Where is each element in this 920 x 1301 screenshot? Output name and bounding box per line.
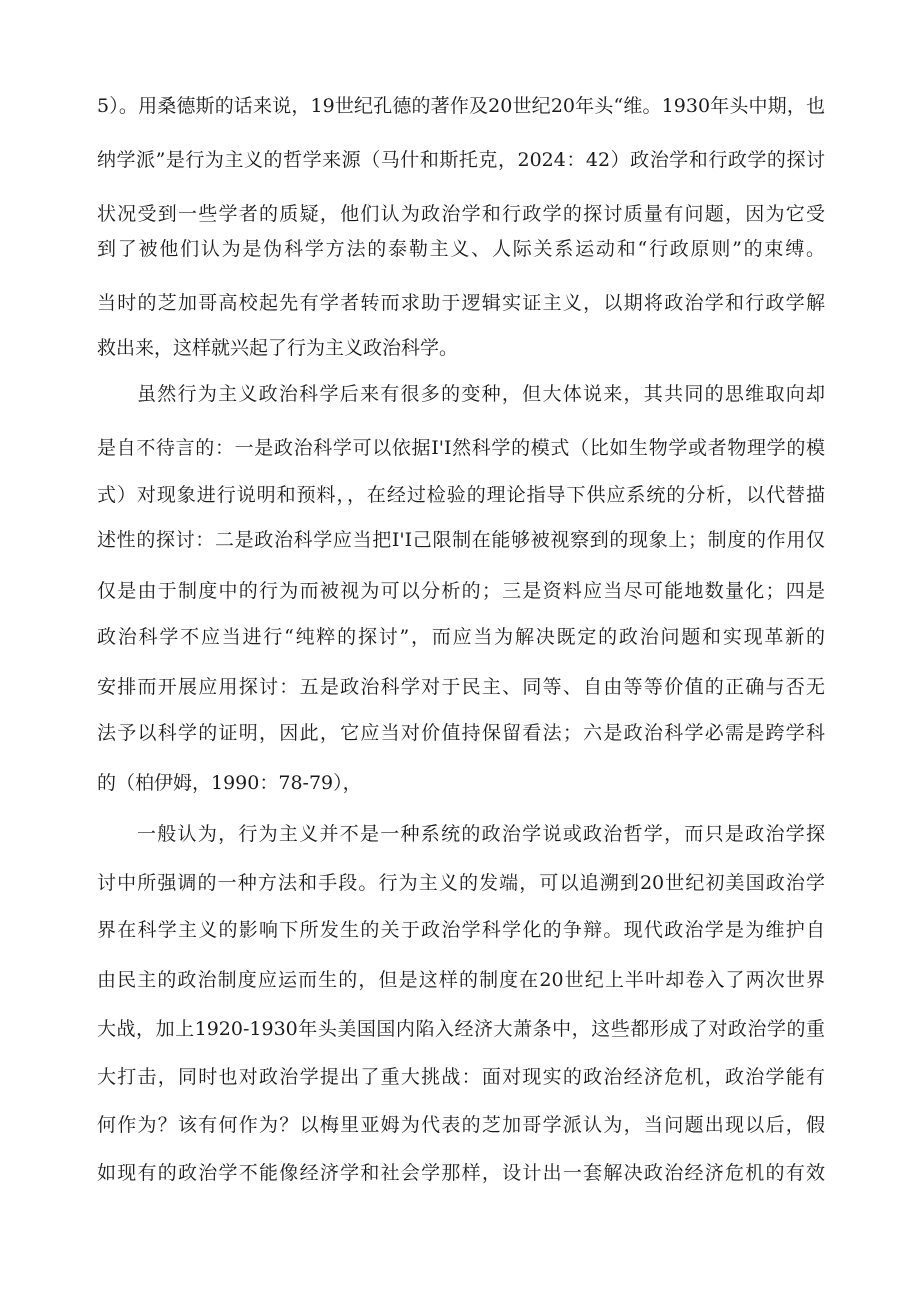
paragraph-3-line-7: 何作为？该有何作为？以梅里亚姆为代表的芝加哥学派认为，当问题出现以后，假 [97, 1114, 825, 1136]
paragraph-2-line-3: 式）对现象进行说明和预料，，在经过检验的理论指导下供应系统的分析，以代替描 [97, 484, 825, 506]
paragraph-2-line-9: 的（柏伊姆，1990：78-79）， [97, 772, 362, 794]
paragraph-3-line-8: 如现有的政治学不能像经济学和社会学那样，设计出一套解决政治经济危机的有效 [97, 1162, 825, 1184]
paragraph-1-line-5: 当时的芝加哥高校起先有学者转而求助于逻辑实证主义，以期将政治学和行政学解 [97, 292, 825, 314]
paragraph-1-line-2: 纳学派”是行为主义的哲学来源（马什和斯托克，2024：42）政治学和行政学的探讨 [97, 149, 825, 171]
paragraph-3-line-3: 界在科学主义的影响下所发生的关于政治学科学化的争辩。现代政治学是为维护自 [97, 919, 825, 941]
paragraph-1-line-6: 救出来，这样就兴起了行为主义政治科学。 [97, 337, 459, 359]
paragraph-3-line-2: 讨中所强调的一种方法和手段。行为主义的发端，可以追溯到20世纪初美国政治学 [97, 872, 825, 894]
paragraph-3-line-5: 大战，加上1920-1930年头美国国内陷入经济大萧条中，这些都形成了对政治学的重 [97, 1018, 825, 1040]
paragraph-1-line-1: 5）。用桑德斯的话来说，19世纪孔德的著作及20世纪20年头“维。1930年头中期，也 [97, 95, 825, 117]
paragraph-1-line-3: 状况受到一些学者的质疑，他们认为政治学和行政学的探讨质量有问题，因为它受 [97, 203, 825, 225]
paragraph-2-line-4: 述性的探讨：二是政治科学应当把I'I己限制在能够被视察到的现象上；制度的作用仅 [97, 529, 825, 551]
paragraph-2-line-6: 政治科学不应当进行“纯粹的探讨”，而应当为解决既定的政治问题和实现革新的 [97, 626, 825, 648]
paragraph-2-line-8: 法予以科学的证明，因此，它应当对价值持保留看法；六是政治科学必需是跨学科 [97, 722, 825, 744]
paragraph-3-line-1: 一般认为，行为主义并不是一种系统的政治学说或政治哲学，而只是政治学探 [137, 823, 825, 845]
paragraph-1-line-4: 到了被他们认为是伪科学方法的泰勒主义、人际关系运动和“行政原则”的束缚。 [97, 238, 825, 260]
paragraph-2-line-5: 仅是由于制度中的行为而被视为可以分析的；三是资料应当尽可能地数量化；四是 [97, 580, 825, 602]
paragraph-2-line-1: 虽然行为主义政治科学后来有很多的变种，但大体说来，其共同的思维取向却 [137, 383, 825, 405]
paragraph-2-line-7: 安排而开展应用探讨：五是政治科学对于民主、同等、自由等等价值的正确与否无 [97, 676, 825, 698]
paragraph-3-line-6: 大打击，同时也对政治学提出了重大挑战：面对现实的政治经济危机，政治学能有 [97, 1066, 825, 1088]
paragraph-3-line-4: 由民主的政治制度应运而生的，但是这样的制度在20世纪上半叶却卷入了两次世界 [97, 969, 825, 991]
paragraph-2-line-2: 是自不待言的：一是政治科学可以依据I'I然科学的模式（比如生物学或者物理学的模 [97, 437, 825, 459]
